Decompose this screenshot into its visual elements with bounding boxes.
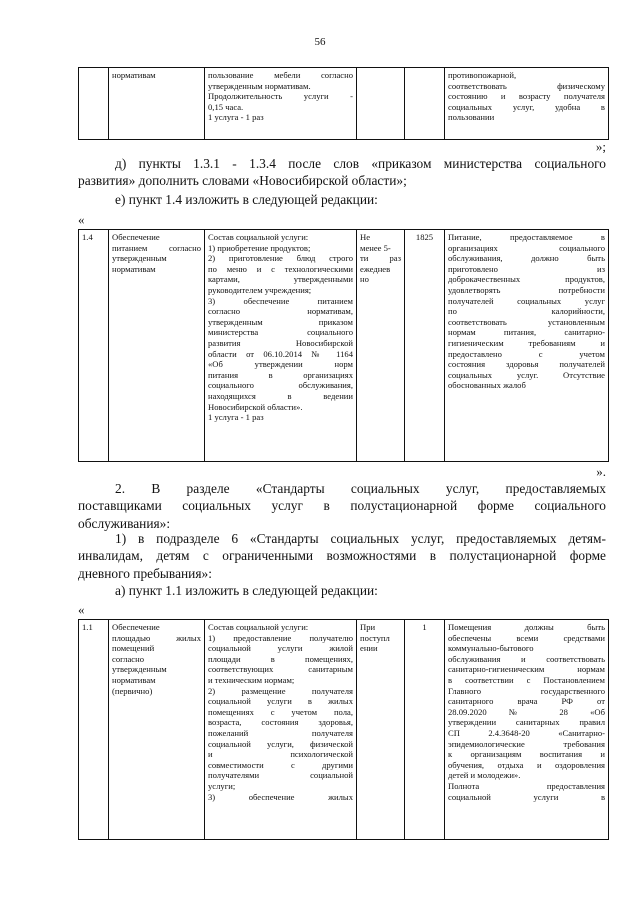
paragraph-3 bbox=[78, 530, 606, 582]
text-line: 2. В разделе «Стандарты социальных услуг, предоставляемых bbox=[115, 481, 606, 496]
text-line: 1) приобретение продуктов; bbox=[208, 242, 311, 253]
text-line: При bbox=[360, 622, 376, 632]
text-line: социальных услуг, удобна в bbox=[448, 101, 605, 112]
table-cell-quality-criteria bbox=[445, 620, 609, 840]
text-line: СП 2.4.3648-20 «Санитарно- bbox=[448, 727, 605, 738]
text-line: утвержденным нормативам. bbox=[208, 80, 311, 91]
text-line: удовлетворять потребности bbox=[448, 284, 605, 295]
opening-quote: « bbox=[78, 602, 85, 617]
text-line: ти раз bbox=[360, 253, 401, 264]
text-line: (первично) bbox=[112, 685, 153, 696]
text-line: в соответствии с Постановлением bbox=[448, 674, 605, 685]
table-cell-service-name bbox=[109, 230, 205, 462]
table-cell-service-description bbox=[205, 68, 357, 140]
table-cell bbox=[357, 68, 405, 140]
table-cell-quality-criteria bbox=[445, 230, 609, 462]
text-line: к организациям воспитания и bbox=[448, 749, 605, 760]
text-line: питания в организациях bbox=[208, 369, 353, 380]
table-cell-volume: 1825 bbox=[405, 230, 445, 462]
text-line: находящихся в ведении bbox=[208, 390, 353, 401]
text-line: Обеспечение bbox=[112, 622, 160, 632]
text-line: согласно bbox=[112, 653, 145, 664]
text-line: согласно нормативам, bbox=[208, 306, 353, 317]
text-line: и техническим нормам; bbox=[208, 674, 295, 685]
text-line: утвержденным bbox=[112, 253, 167, 264]
text-line: ежеднев bbox=[360, 263, 391, 274]
table-cell-service-name bbox=[109, 620, 205, 840]
text-line: предоставлено с учетом bbox=[448, 348, 605, 359]
table-cell bbox=[79, 68, 109, 140]
text-line: а) пункт 1.1 изложить в следующей редакции: bbox=[115, 583, 378, 598]
text-line: пользование мебели согласно bbox=[208, 70, 353, 80]
text-line: 28.09.2020 № 28 «Об bbox=[448, 706, 605, 717]
text-line: поставщиками социальных услуг в полустационарной форме социального bbox=[78, 498, 606, 514]
text-line: дневного пребывания»: bbox=[78, 565, 212, 581]
text-line: Продолжительность услуги - bbox=[208, 91, 353, 102]
text-line: руководителем учреждения; bbox=[208, 284, 312, 295]
text-line: инвалидам, детям с ограниченными возможностями в полустационарной форме bbox=[78, 548, 606, 564]
text-line: Помещения должны быть bbox=[448, 622, 605, 632]
text-line: эпидемиологические требования bbox=[448, 738, 605, 749]
text-line: соответствовать установленным bbox=[448, 316, 605, 327]
text-line: менее 5- bbox=[360, 242, 391, 253]
text-line: приготовлено из bbox=[448, 263, 605, 274]
text-line: социального обслуживания, bbox=[208, 380, 353, 391]
text-line: гигиеническим требованиям и bbox=[448, 337, 605, 348]
table-cell-number: 1.4 bbox=[79, 230, 109, 462]
table-cell bbox=[405, 68, 445, 140]
text-line: 2) размещение получателя bbox=[208, 685, 353, 696]
text-line: Главного государственного bbox=[448, 685, 605, 696]
text-line: картами, утвержденными bbox=[208, 274, 353, 285]
text-line: социальных услуг. Отсутствие bbox=[448, 369, 605, 380]
paragraph-2 bbox=[78, 480, 606, 532]
text-line: Состав социальной услуги: bbox=[208, 232, 309, 242]
text-line: нормативам bbox=[112, 674, 156, 685]
table-cell-service-description bbox=[205, 620, 357, 840]
text-line: получателей социальных услуг bbox=[448, 295, 605, 306]
table-item-1-4 bbox=[78, 229, 609, 462]
opening-quote: « bbox=[78, 212, 85, 227]
text-line: санитарно-гигиеническим нормам bbox=[448, 664, 605, 675]
text-line: доброкачественных продуктов, bbox=[448, 274, 605, 285]
text-line: социальной услуги жилой bbox=[208, 643, 353, 654]
text-line: помещениях с учетом пола, bbox=[208, 706, 353, 717]
text-line: пожеланий получателя bbox=[208, 727, 353, 738]
closing-quote: ». bbox=[596, 464, 606, 479]
text-line: социальной услуги в bbox=[448, 791, 605, 802]
table-cell: нормативам bbox=[109, 68, 205, 140]
text-line: 1 услуга - 1 раз bbox=[208, 412, 264, 423]
text-line: детей и молодежи». bbox=[448, 770, 521, 781]
text-line: нормам питания, санитарно- bbox=[448, 327, 605, 338]
text-line: Состав социальной услуги: bbox=[208, 622, 309, 632]
text-line: противопожарной, bbox=[448, 70, 517, 80]
paragraph-e bbox=[78, 191, 606, 208]
text-line: 0,15 часа. bbox=[208, 101, 244, 112]
text-line: 3) обеспечение жилых bbox=[208, 791, 353, 802]
text-line: обслуживания, должно быть bbox=[448, 253, 605, 264]
text-line: развития» дополнить словами «Новосибирской области»; bbox=[78, 173, 407, 189]
text-line: 3) обеспечение питанием bbox=[208, 295, 353, 306]
text-line: состоянию и возрасту получателя bbox=[448, 91, 605, 102]
page-number: 56 bbox=[314, 36, 326, 48]
text-line: услуги; bbox=[208, 780, 236, 791]
text-line: но bbox=[360, 274, 369, 285]
text-line: Полнота предоставления bbox=[448, 780, 605, 791]
table-item-1-1 bbox=[78, 619, 609, 840]
text-line: состояния здоровья получателей bbox=[448, 359, 605, 370]
table-cell-volume: 1 bbox=[405, 620, 445, 840]
text-line: социальной услуги в жилых bbox=[208, 696, 353, 707]
text-line: обеспечены всеми средствами bbox=[448, 632, 605, 643]
text-line: обучения, отдыха и оздоровления bbox=[448, 759, 605, 770]
text-line: утверждении санитарных правил bbox=[448, 717, 605, 728]
text-line: «Об утверждении норм bbox=[208, 359, 353, 370]
text-line: возраста, состояния здоровья, bbox=[208, 717, 353, 728]
text-line: обслуживания»: bbox=[78, 515, 171, 531]
paragraph-a bbox=[78, 582, 606, 599]
paragraph-d bbox=[78, 155, 606, 190]
text-line: д) пункты 1.3.1 - 1.3.4 после слов «приказом министерства социального bbox=[115, 156, 606, 171]
text-line: соответствовать физическому bbox=[448, 80, 605, 91]
text-line: области от 06.10.2014 № 1164 bbox=[208, 348, 353, 359]
text-line: пользовании bbox=[448, 112, 495, 123]
text-line: площадью жилых bbox=[112, 632, 201, 643]
text-line: 2) приготовление блюд строго bbox=[208, 253, 353, 264]
table-cell-quality-criteria bbox=[445, 68, 609, 140]
text-line: площади в помещениях, bbox=[208, 653, 353, 664]
text-line: обоснованных жалоб bbox=[448, 380, 526, 391]
text-line: утвержденным bbox=[112, 664, 167, 675]
text-line: получателями социальной bbox=[208, 770, 353, 781]
text-line: 1) предоставление получателю bbox=[208, 632, 353, 643]
text-line: ении bbox=[360, 643, 378, 654]
text-line: Обеспечение bbox=[112, 232, 160, 242]
text-line: обслуживания и соответствовать bbox=[448, 653, 605, 664]
text-line: помещений bbox=[112, 643, 155, 654]
text-line: и психологической bbox=[208, 749, 353, 760]
table-continuation bbox=[78, 67, 609, 140]
text-line: 1 услуга - 1 раз bbox=[208, 112, 264, 123]
text-line: е) пункт 1.4 изложить в следующей редакции: bbox=[115, 192, 378, 207]
text-line: поступл bbox=[360, 632, 390, 643]
text-line: коммунально-бытового bbox=[448, 643, 534, 654]
text-line: совместимости с другими bbox=[208, 759, 353, 770]
text-line: по меню и с технологическими bbox=[208, 263, 353, 274]
text-line: 1) в подразделе 6 «Стандарты социальных услуг, предоставляемых детям- bbox=[115, 531, 606, 546]
text-line: нормативам bbox=[112, 263, 156, 274]
table-cell-number: 1.1 bbox=[79, 620, 109, 840]
text-line: развития Новосибирской bbox=[208, 337, 353, 348]
table-cell-periodicity bbox=[357, 230, 405, 462]
text-line: утвержденным приказом bbox=[208, 316, 353, 327]
text-line: Новосибирской области». bbox=[208, 401, 303, 412]
text-line: социальной услуги, физической bbox=[208, 738, 353, 749]
text-line: соответствующих санитарным bbox=[208, 664, 353, 675]
text-line: Не bbox=[360, 232, 371, 242]
closing-quote: »; bbox=[595, 139, 606, 154]
text-line: министерства социального bbox=[208, 327, 353, 338]
table-cell-service-description bbox=[205, 230, 357, 462]
text-line: санитарного врача РФ от bbox=[448, 696, 605, 707]
text-line: питанием согласно bbox=[112, 242, 201, 253]
text-line: организациях социального bbox=[448, 242, 605, 253]
text-line: Питание, предоставляемое в bbox=[448, 232, 605, 242]
table-cell-periodicity bbox=[357, 620, 405, 840]
text-line: по калорийности, bbox=[448, 306, 605, 317]
